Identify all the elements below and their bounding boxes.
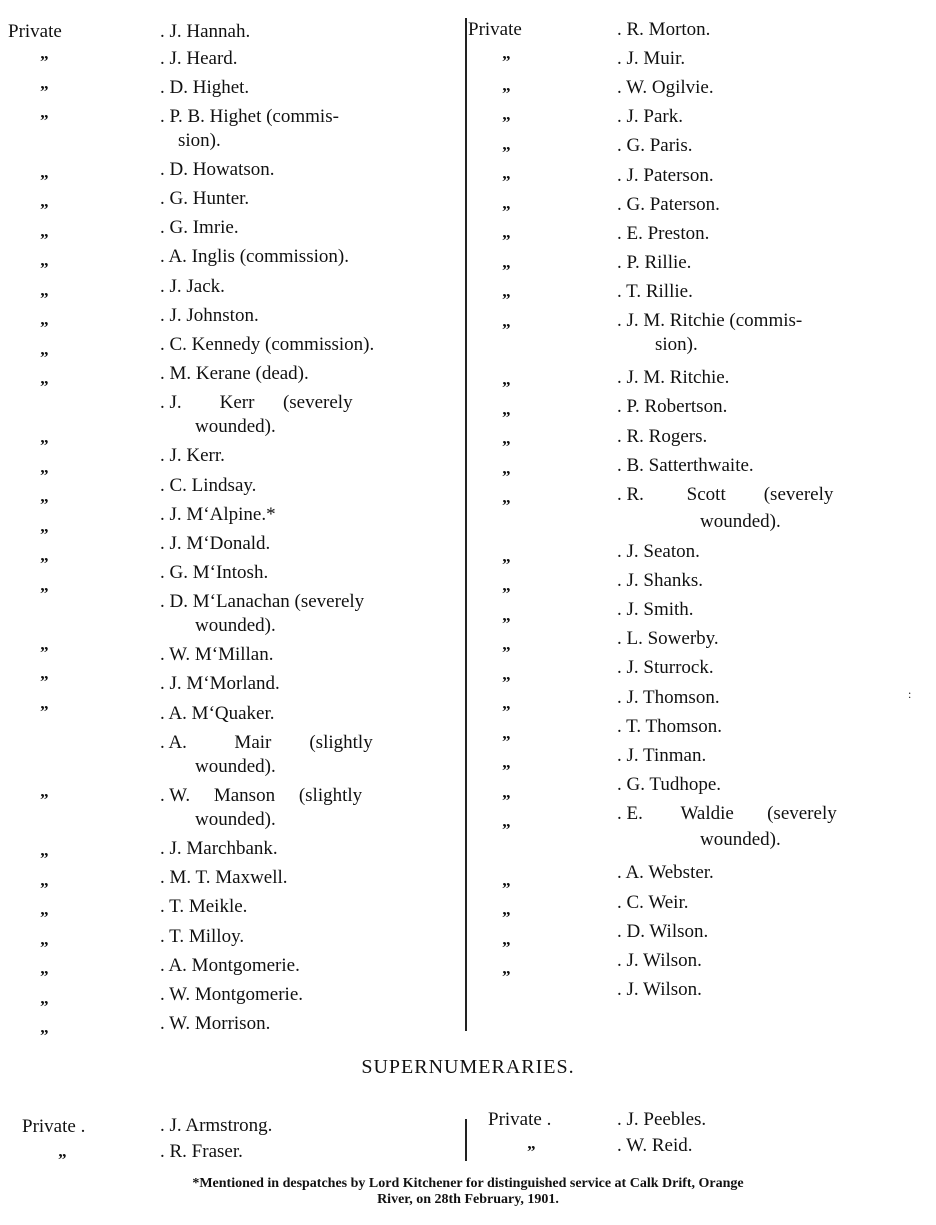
- soldier-name: . A. M‘Quaker.: [160, 703, 275, 724]
- soldier-name: . J. Wilson.: [617, 979, 702, 1000]
- soldier-name: . W. Montgomerie.: [160, 984, 304, 1005]
- margin-mark: :: [908, 687, 912, 701]
- soldier-name: . G. M‘Intosh.: [160, 562, 269, 583]
- ditto-mark: ”: [40, 879, 49, 898]
- ditto-mark: ”: [502, 84, 511, 103]
- soldier-name: . G. Tudhope.: [617, 774, 721, 795]
- soldier-name: . J. Marchbank.: [160, 838, 278, 859]
- soldier-name: . J. Seaton.: [617, 541, 700, 562]
- ditto-mark: ”: [40, 52, 49, 71]
- ditto-mark: ”: [40, 230, 49, 249]
- soldier-name: . J. Tinman.: [617, 745, 707, 766]
- soldier-name: . G. Imrie.: [160, 217, 239, 238]
- rank-label: Private .: [488, 1109, 552, 1130]
- ditto-mark: ”: [502, 437, 511, 456]
- ditto-mark: ”: [502, 202, 511, 221]
- soldier-name: . W. Ogilvie.: [617, 77, 714, 98]
- ditto-mark: ”: [40, 643, 49, 662]
- ditto-mark: ”: [40, 849, 49, 868]
- soldier-name: . C. Weir.: [617, 892, 689, 913]
- soldier-name: . T. Milloy.: [160, 926, 245, 947]
- ditto-mark: ”: [502, 172, 511, 191]
- soldier-name: . J. Park.: [617, 106, 683, 127]
- soldier-name: . J. Johnston.: [160, 305, 259, 326]
- soldier-name: . A. Inglis (commission).: [160, 246, 349, 267]
- ditto-mark: ”: [502, 908, 511, 927]
- soldier-name: . J. Heard.: [160, 48, 238, 69]
- ditto-mark: ”: [40, 111, 49, 130]
- ditto-mark: ”: [40, 466, 49, 485]
- ditto-mark: ”: [502, 113, 511, 132]
- soldier-name: . J. Thomson.: [617, 687, 720, 708]
- ditto-mark: ”: [502, 584, 511, 603]
- soldier-name: . P. Robertson.: [617, 396, 728, 417]
- soldier-name: . J. Paterson.: [617, 165, 714, 186]
- section-heading: SUPERNUMERARIES.: [361, 1056, 575, 1078]
- soldier-name: . J. Jack.: [160, 276, 225, 297]
- column-divider: [465, 1119, 467, 1161]
- soldier-name: . P. Rillie.: [617, 252, 692, 273]
- soldier-name: . J. Peebles.: [617, 1109, 707, 1130]
- ditto-mark: ”: [502, 673, 511, 692]
- ditto-mark: ”: [502, 467, 511, 486]
- soldier-name: . L. Sowerby.: [617, 628, 719, 649]
- soldier-name: . W. Manson (slightly: [160, 785, 363, 806]
- ditto-mark: ”: [502, 496, 511, 515]
- soldier-name: . R. Fraser.: [160, 1141, 243, 1162]
- ditto-mark: ”: [502, 879, 511, 898]
- ditto-mark: ”: [502, 614, 511, 633]
- ditto-mark: ”: [502, 791, 511, 810]
- ditto-mark: ”: [502, 732, 511, 751]
- soldier-name: . D. Wilson.: [617, 921, 709, 942]
- ditto-mark: ”: [502, 231, 511, 250]
- soldier-name: . W. Reid.: [617, 1135, 693, 1156]
- ditto-mark: ”: [40, 908, 49, 927]
- soldier-name: . J. Armstrong.: [160, 1115, 273, 1136]
- soldier-name-continuation: wounded).: [700, 511, 781, 532]
- ditto-mark: ”: [40, 348, 49, 367]
- footnote-line: *Mentioned in despatches by Lord Kitchener for distinguished service at Calk Drift, Orange: [192, 1176, 744, 1191]
- soldier-name-continuation: wounded).: [195, 756, 276, 777]
- rank-label: Private: [468, 19, 522, 40]
- soldier-name: . J. M‘Alpine.*: [160, 504, 276, 525]
- soldier-name: . R. Scott (severely: [617, 484, 834, 505]
- ditto-mark: ”: [502, 938, 511, 957]
- soldier-name: . G. Paterson.: [617, 194, 720, 215]
- ditto-mark: ”: [40, 584, 49, 603]
- ditto-mark: ”: [40, 318, 49, 337]
- soldier-name: . M. T. Maxwell.: [160, 867, 288, 888]
- ditto-mark: ”: [40, 967, 49, 986]
- soldier-name-continuation: wounded).: [195, 416, 276, 437]
- soldier-name-continuation: sion).: [178, 130, 221, 151]
- ditto-mark: ”: [40, 790, 49, 809]
- soldier-name: . E. Preston.: [617, 223, 710, 244]
- ditto-mark: ”: [502, 378, 511, 397]
- soldier-name-continuation: wounded).: [700, 829, 781, 850]
- ditto-mark: ”: [40, 200, 49, 219]
- ditto-mark: ”: [502, 967, 511, 986]
- soldier-name: . J. Shanks.: [617, 570, 704, 591]
- soldier-name: . A. Montgomerie.: [160, 955, 300, 976]
- ditto-mark: ”: [40, 672, 49, 691]
- soldier-name: . J. M‘Donald.: [160, 533, 271, 554]
- soldier-name: . D. M‘Lanachan (severely: [160, 591, 365, 612]
- ditto-mark: ”: [40, 1026, 49, 1045]
- soldier-name: . M. Kerane (dead).: [160, 363, 309, 384]
- soldier-name: . J. Muir.: [617, 48, 686, 69]
- soldier-name: . J. Kerr (severely: [160, 392, 353, 413]
- ditto-mark: ”: [40, 525, 49, 544]
- ditto-mark: ”: [40, 259, 49, 278]
- soldier-name: . T. Rillie.: [617, 281, 693, 302]
- soldier-name: . W. M‘Millan.: [160, 644, 274, 665]
- soldier-name: . R. Morton.: [617, 19, 711, 40]
- soldier-name: . J. Wilson.: [617, 950, 702, 971]
- ditto-mark: ”: [502, 320, 511, 339]
- soldier-name: . R. Rogers.: [617, 426, 708, 447]
- ditto-mark: ”: [40, 377, 49, 396]
- soldier-name: . G. Paris.: [617, 135, 693, 156]
- ditto-mark: ”: [40, 554, 49, 573]
- soldier-name: . A. Webster.: [617, 862, 714, 883]
- soldier-name: . J. Kerr.: [160, 445, 225, 466]
- soldier-name: . E. Waldie (severely: [617, 803, 837, 824]
- rank-label: Private: [8, 21, 62, 42]
- soldier-name: . G. Hunter.: [160, 188, 250, 209]
- soldier-name-continuation: sion).: [655, 334, 698, 355]
- soldier-name: . T. Meikle.: [160, 896, 248, 917]
- soldier-name: . W. Morrison.: [160, 1013, 271, 1034]
- soldier-name: . J. M. Ritchie (commis-: [617, 310, 803, 331]
- ditto-mark: ”: [502, 820, 511, 839]
- soldier-name: . J. Smith.: [617, 599, 694, 620]
- ditto-mark: ”: [502, 761, 511, 780]
- soldier-name: . J. M. Ritchie.: [617, 367, 730, 388]
- ditto-mark: ”: [40, 82, 49, 101]
- soldier-name: . J. Hannah.: [160, 21, 251, 42]
- ditto-mark: ”: [40, 436, 49, 455]
- ditto-mark: ”: [502, 52, 511, 71]
- ditto-mark: ”: [40, 495, 49, 514]
- soldier-name: . B. Satterthwaite.: [617, 455, 754, 476]
- soldier-name-continuation: wounded).: [195, 809, 276, 830]
- ditto-mark: ”: [40, 997, 49, 1016]
- column-divider: [465, 18, 467, 1031]
- ditto-mark: ”: [40, 171, 49, 190]
- ditto-mark: ”: [502, 555, 511, 574]
- soldier-name: . J. Sturrock.: [617, 657, 714, 678]
- soldier-name: . D. Highet.: [160, 77, 250, 98]
- soldier-name-continuation: wounded).: [195, 615, 276, 636]
- ditto-mark: ”: [502, 143, 511, 162]
- ditto-mark: ”: [40, 289, 49, 308]
- ditto-mark: ”: [58, 1150, 67, 1169]
- rank-label: Private .: [22, 1116, 86, 1137]
- ditto-mark: ”: [502, 702, 511, 721]
- footnote-line: River, on 28th February, 1901.: [377, 1192, 559, 1207]
- ditto-mark: ”: [40, 938, 49, 957]
- ditto-mark: ”: [502, 290, 511, 309]
- soldier-name: . C. Kennedy (commission).: [160, 334, 375, 355]
- soldier-name: . C. Lindsay.: [160, 475, 257, 496]
- ditto-mark: ”: [502, 261, 511, 280]
- ditto-mark: ”: [527, 1142, 536, 1161]
- soldier-name: . D. Howatson.: [160, 159, 275, 180]
- soldier-name: . T. Thomson.: [617, 716, 723, 737]
- ditto-mark: ”: [502, 643, 511, 662]
- ditto-mark: ”: [40, 702, 49, 721]
- soldier-name: . A. Mair (slightly: [160, 732, 373, 753]
- ditto-mark: ”: [502, 408, 511, 427]
- soldier-name: . J. M‘Morland.: [160, 673, 280, 694]
- soldier-name: . P. B. Highet (commis-: [160, 106, 339, 127]
